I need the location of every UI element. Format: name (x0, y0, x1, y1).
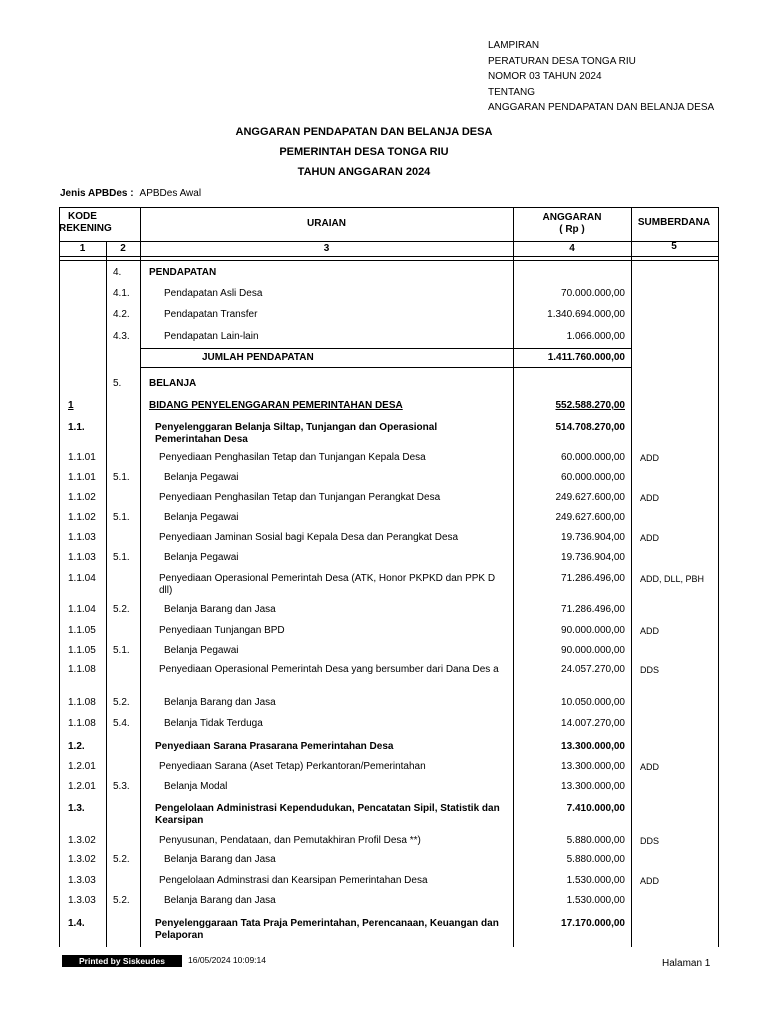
uraian-text: Pendapatan Lain-lain (164, 331, 259, 342)
uraian-text: Belanja Barang dan Jasa (164, 854, 276, 865)
sumberdana: ADD (640, 626, 660, 636)
table-top-border (59, 207, 718, 208)
lampiran-line: TENTANG (488, 86, 536, 98)
kode-rekening: 1.3.03 (68, 895, 96, 906)
sumberdana: ADD (640, 453, 660, 463)
anggaran-amount: 71.286.496,00 (561, 573, 625, 584)
anggaran-amount: 552.588.270,00 (555, 400, 625, 411)
kode-rekening: 1.1.08 (68, 664, 96, 675)
kode-rekening: 1.2.01 (68, 761, 96, 772)
jenis-label: Jenis APBDes : (60, 188, 134, 199)
col-divider-2 (140, 207, 141, 947)
kode-rekening: 1.2.01 (68, 781, 96, 792)
uraian-text: Penyelenggaraan Tata Praja Pemerintahan, Perencanaan, Keuangan dan Pelaporan (155, 918, 499, 941)
uraian-text: Penyediaan Tunjangan BPD (159, 625, 285, 636)
anggaran-amount: 13.300.000,00 (561, 781, 625, 792)
print-timestamp: 16/05/2024 10:09:14 (188, 955, 266, 965)
col-number-2: 2 (120, 243, 126, 254)
anggaran-amount: 60.000.000,00 (561, 472, 625, 483)
lampiran-block (488, 38, 714, 116)
col-number-3: 3 (323, 243, 330, 254)
header-divider (59, 241, 718, 242)
header-anggaran: ANGGARAN ( Rp ) (542, 212, 602, 235)
sub-kode: 4.3. (113, 331, 130, 342)
kode-rekening: 1.1.03 (68, 532, 96, 543)
document-year: TAHUN ANGGARAN 2024 (297, 166, 431, 178)
sumberdana: ADD (640, 493, 660, 503)
anggaran-amount: 514.708.270,00 (555, 422, 625, 433)
anggaran-amount: 10.050.000,00 (561, 697, 625, 708)
col-divider-3 (513, 207, 514, 947)
anggaran-amount: 1.530.000,00 (566, 895, 625, 906)
anggaran-amount: 60.000.000,00 (561, 452, 625, 463)
lampiran-line: PERATURAN DESA TONGA RIU (488, 55, 636, 67)
sub-kode: 5.2. (113, 895, 130, 906)
header-kode-rekening: KODE REKENING (59, 211, 112, 234)
uraian-text: Belanja Barang dan Jasa (164, 895, 276, 906)
uraian-text: Belanja Modal (164, 781, 228, 792)
anggaran-amount: 13.300.000,00 (561, 761, 625, 772)
sumberdana: ADD (640, 533, 660, 543)
document-subtitle: PEMERINTAH DESA TONGA RIU (279, 146, 449, 158)
lampiran-line: ANGGARAN PENDAPATAN DAN BELANJA DESA (488, 102, 715, 113)
uraian-text: Pengelolaan Adminstrasi dan Kearsipan Pemerintahan Desa (159, 875, 428, 886)
uraian-text: Belanja Pegawai (164, 512, 239, 523)
col-divider-4 (631, 207, 632, 947)
col-divider-1 (106, 241, 107, 947)
kode-rekening: 1.3.02 (68, 854, 96, 865)
jenis-value: APBDes Awal (139, 188, 202, 199)
uraian-text: Pendapatan Asli Desa (164, 288, 263, 299)
anggaran-amount: 1.340.694.000,00 (547, 309, 625, 320)
anggaran-amount: 70.000.000,00 (561, 288, 625, 299)
uraian-text: Penyediaan Sarana (Aset Tetap) Perkantoran/Pemerintahan (159, 761, 426, 772)
kode-rekening: 1.1.02 (68, 492, 96, 503)
anggaran-amount: 14.007.270,00 (561, 718, 625, 729)
kode-rekening: 1.1.05 (68, 645, 96, 656)
uraian-text: Penyelenggaran Belanja Siltap, Tunjangan dan Operasional Pemerintahan Desa (155, 422, 438, 445)
anggaran-amount: 5.880.000,00 (566, 854, 625, 865)
uraian-text: Penyediaan Operasional Pemerintah Desa (ATK, Honor PKPKD dan PPK D dll) (159, 573, 496, 596)
anggaran-amount: 90.000.000,00 (561, 625, 625, 636)
kode-rekening: 1.1.08 (68, 718, 96, 729)
uraian-text: Penyusunan, Pendataan, dan Pemutakhiran Profil Desa **) (159, 835, 421, 846)
kode-rekening: 1.3. (68, 803, 85, 814)
kode-rekening: 1.1.05 (68, 625, 96, 636)
kode-rekening: 1.1.01 (68, 472, 96, 483)
kode-rekening: 1.3.03 (68, 875, 96, 886)
kode-rekening: 1.3.02 (68, 835, 96, 846)
total-top-border (140, 348, 632, 349)
uraian-text: JUMLAH PENDAPATAN (202, 352, 314, 363)
anggaran-amount: 24.057.270,00 (561, 664, 625, 675)
uraian-text: Belanja Barang dan Jasa (164, 697, 276, 708)
kode-rekening: 1.2. (68, 741, 85, 752)
document-title: ANGGARAN PENDAPATAN DAN BELANJA DESA (235, 126, 493, 138)
sub-kode: 4. (113, 267, 122, 278)
anggaran-amount: 90.000.000,00 (561, 645, 625, 656)
page-number: Halaman 1 (662, 958, 711, 969)
uraian-text: Penyediaan Penghasilan Tetap dan Tunjangan Perangkat Desa (159, 492, 441, 503)
uraian-text: BIDANG PENYELENGGARAN PEMERINTAHAN DESA (149, 400, 403, 411)
sub-kode: 5.2. (113, 697, 130, 708)
body-top-border (59, 260, 718, 261)
uraian-text: Belanja Pegawai (164, 552, 239, 563)
sub-kode: 5.1. (113, 645, 130, 656)
uraian-text: BELANJA (149, 378, 197, 389)
sub-kode: 5.1. (113, 472, 130, 483)
anggaran-amount: 1.530.000,00 (566, 875, 625, 886)
col-number-4: 4 (569, 243, 575, 254)
sumberdana: ADD (640, 876, 660, 886)
anggaran-amount: 1.066.000,00 (566, 331, 625, 342)
kode-rekening: 1.1. (68, 422, 85, 433)
anggaran-amount: 1.411.760.000,00 (547, 352, 625, 363)
kode-rekening: 1.1.03 (68, 552, 96, 563)
sumberdana: ADD (640, 762, 660, 772)
uraian-text: Penyediaan Penghasilan Tetap dan Tunjangan Kepala Desa (159, 452, 426, 463)
kode-rekening: 1.1.04 (68, 604, 96, 615)
sub-kode: 5.1. (113, 552, 130, 563)
sub-kode: 5.2. (113, 604, 130, 615)
col-number-5: 5 (671, 241, 677, 252)
kode-rekening: 1.4. (68, 918, 85, 929)
sub-kode: 4.1. (113, 288, 130, 299)
col-number-1: 1 (79, 243, 86, 254)
kode-rekening: 1 (68, 400, 74, 411)
printed-by-badge: Printed by Siskeudes (62, 955, 182, 967)
uraian-text: PENDAPATAN (149, 267, 217, 278)
sub-kode: 5.3. (113, 781, 130, 792)
anggaran-amount: 19.736.904,00 (561, 552, 625, 563)
kode-rekening: 1.1.04 (68, 573, 96, 584)
anggaran-amount: 17.170.000,00 (561, 918, 625, 929)
uraian-text: Penyediaan Sarana Prasarana Pemerintahan Desa (155, 741, 394, 752)
sumberdana: DDS (640, 665, 660, 675)
numbers-divider (59, 256, 718, 257)
uraian-text: Belanja Pegawai (164, 472, 239, 483)
kode-rekening: 1.1.02 (68, 512, 96, 523)
sub-kode: 5. (113, 378, 122, 389)
uraian-text: Pendapatan Transfer (164, 309, 258, 320)
jenis-apbdes (60, 188, 201, 199)
anggaran-amount: 71.286.496,00 (561, 604, 625, 615)
sumberdana: DDS (640, 836, 660, 846)
sub-kode: 4.2. (113, 309, 130, 320)
anggaran-amount: 249.627.600,00 (555, 492, 625, 503)
uraian-text: Pengelolaan Administrasi Kependudukan, Pencatatan Sipil, Statistik dan Kearsipan (155, 803, 500, 826)
sub-kode: 5.2. (113, 854, 130, 865)
uraian-text: Belanja Tidak Terduga (164, 718, 263, 729)
total-bottom-border (140, 367, 632, 368)
anggaran-amount: 13.300.000,00 (561, 741, 625, 752)
sub-kode: 5.4. (113, 718, 130, 729)
header-sumberdana: SUMBERDANA (637, 217, 711, 228)
uraian-text: Penyediaan Operasional Pemerintah Desa yang bersumber dari Dana Des a (159, 664, 499, 675)
anggaran-amount: 5.880.000,00 (566, 835, 625, 846)
anggaran-amount: 7.410.000,00 (566, 803, 625, 814)
kode-rekening: 1.1.08 (68, 697, 96, 708)
lampiran-line: NOMOR 03 TAHUN 2024 (488, 71, 602, 82)
kode-rekening: 1.1.01 (68, 452, 96, 463)
uraian-text: Belanja Pegawai (164, 645, 239, 656)
anggaran-amount: 249.627.600,00 (555, 512, 625, 523)
sub-kode: 5.1. (113, 512, 130, 523)
lampiran-line: LAMPIRAN (488, 40, 540, 51)
sumberdana: ADD, DLL, PBH (640, 574, 705, 584)
uraian-text: Belanja Barang dan Jasa (164, 604, 276, 615)
uraian-text: Penyediaan Jaminan Sosial bagi Kepala Desa dan Perangkat Desa (159, 532, 459, 543)
header-uraian: URAIAN (307, 218, 346, 229)
anggaran-amount: 19.736.904,00 (561, 532, 625, 543)
